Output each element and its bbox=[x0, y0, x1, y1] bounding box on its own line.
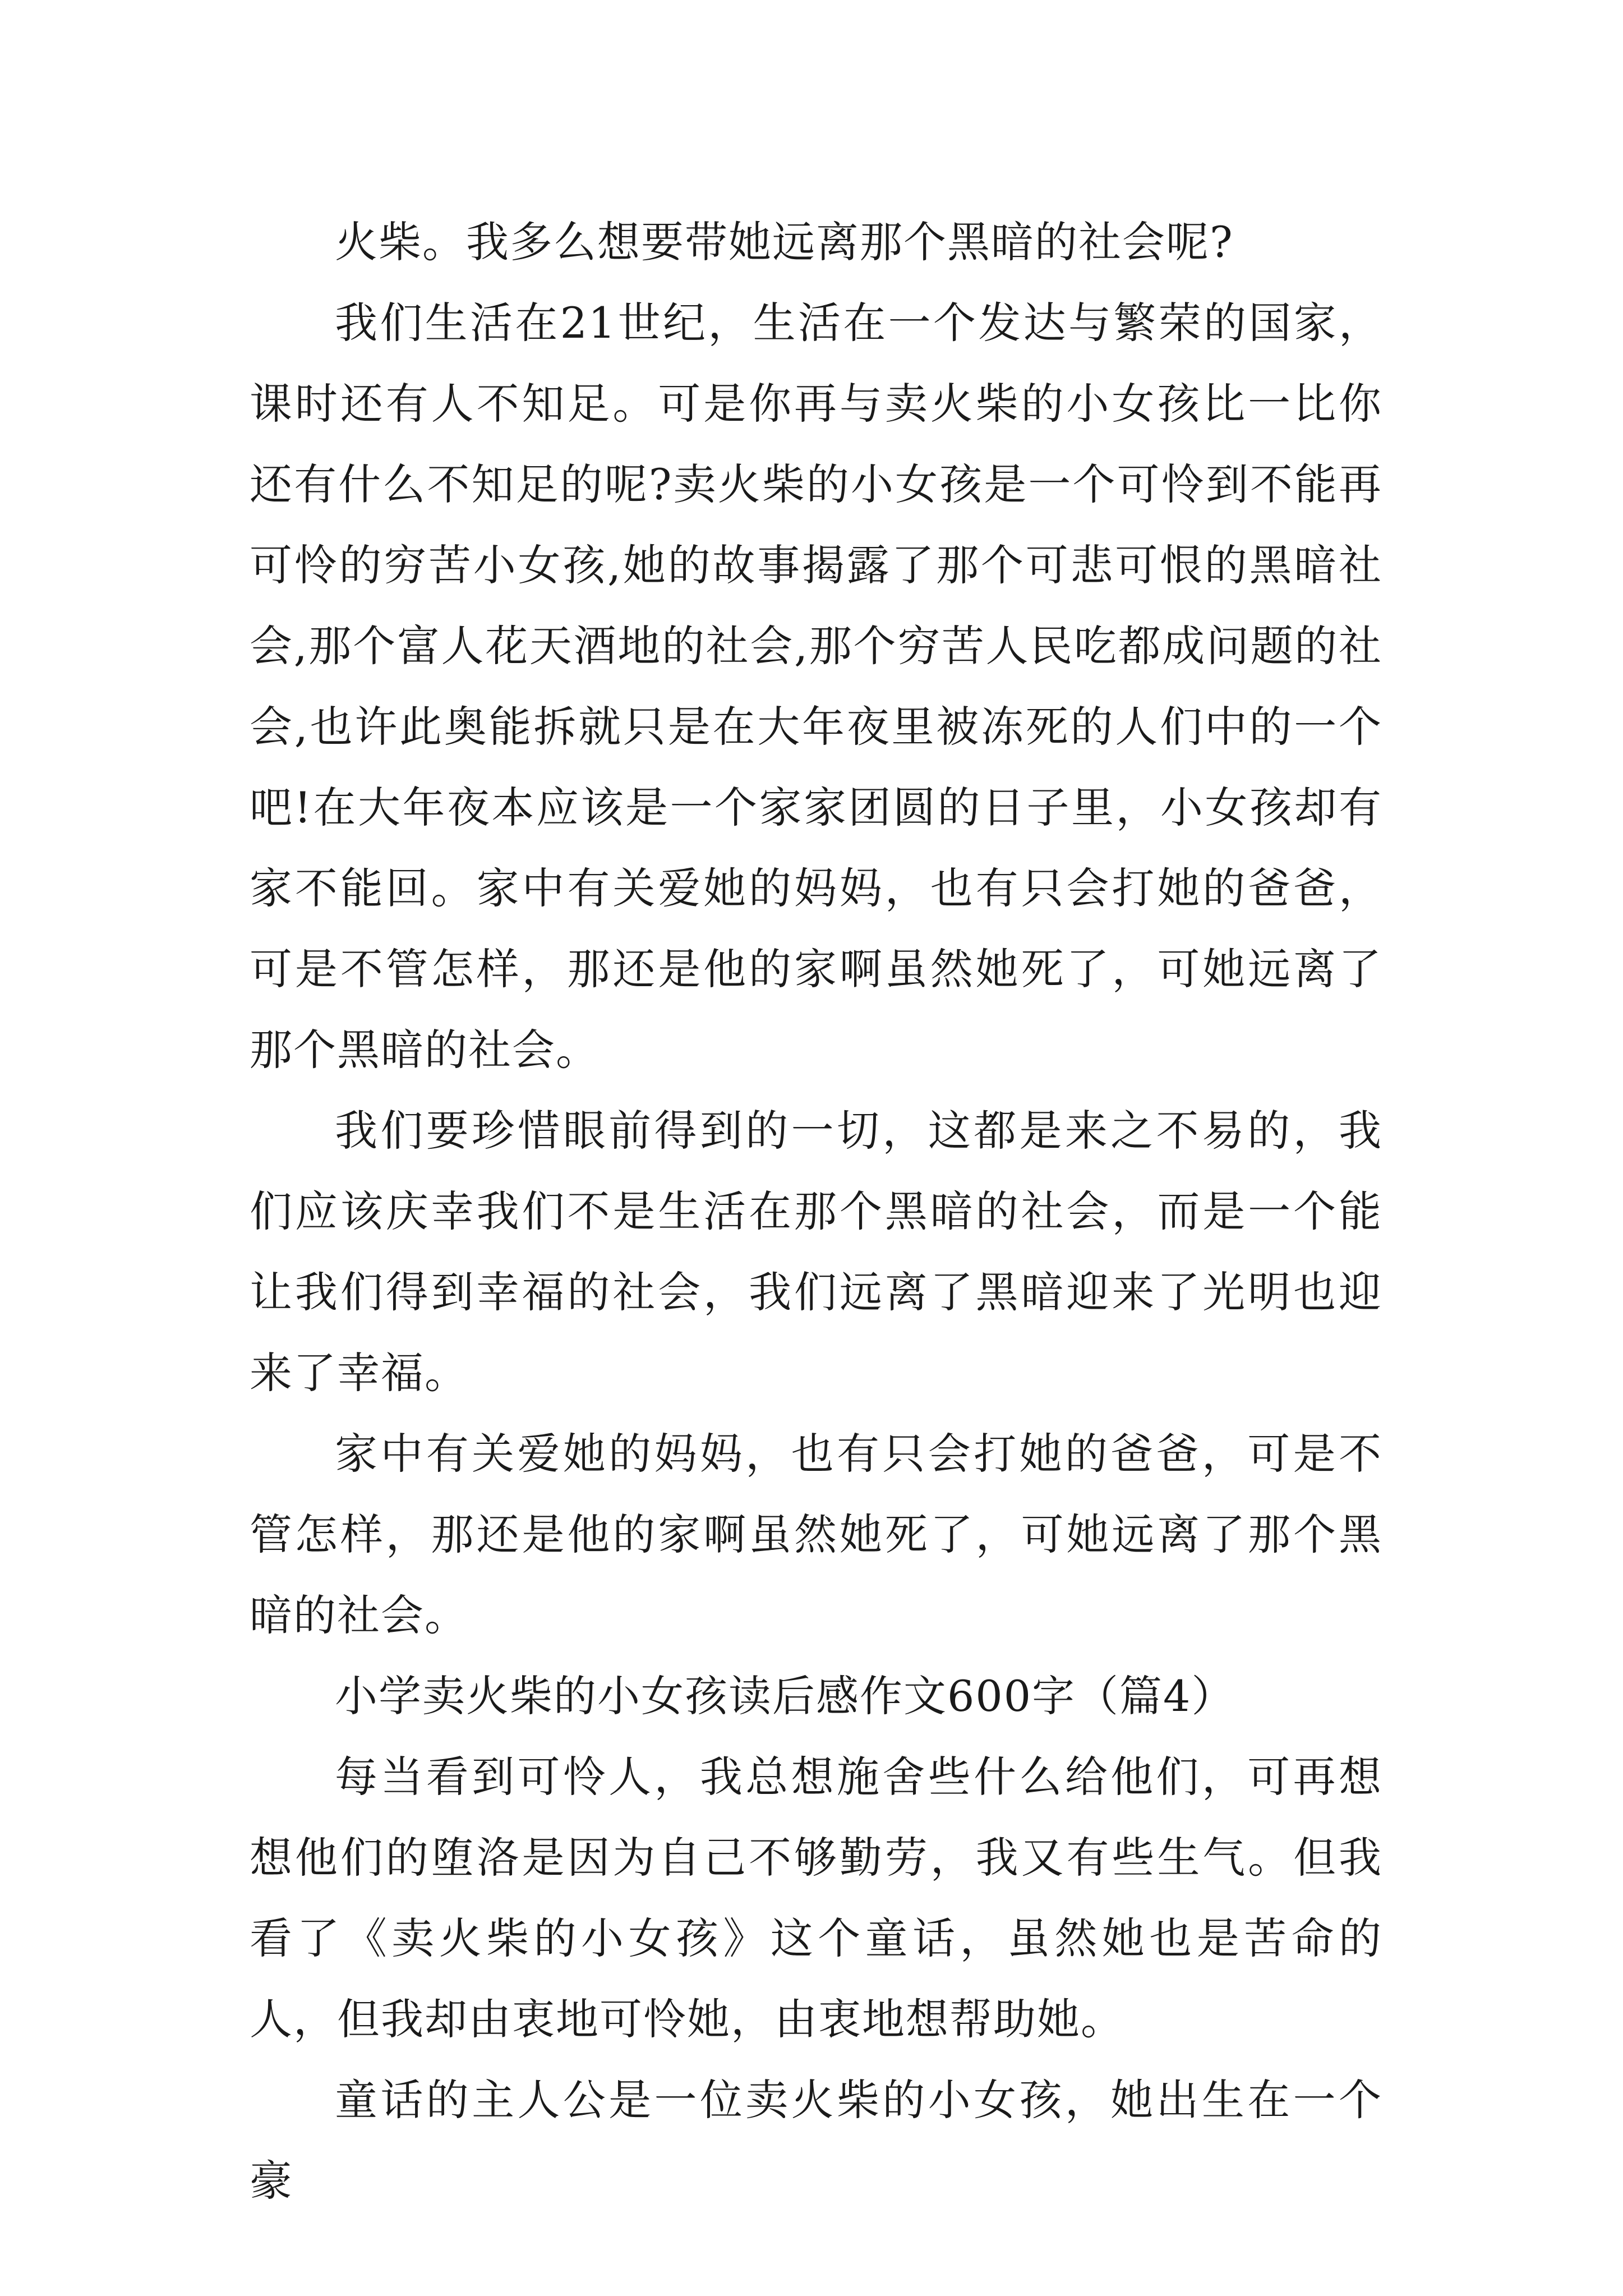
paragraph-4: 家中有关爱她的妈妈，也有只会打她的爸爸，可是不管怎样，那还是他的家啊虽然她死了，可她远离了那个黑暗的社会。 bbox=[250, 1429, 1382, 1640]
paragraph-5: 每当看到可怜人，我总想施舍些什么给他们，可再想想他们的堕洛是因为自己不够勤劳，我又有些生气。但我看了《卖火柴的小女孩》这个童话，虽然她也是苦命的人，但我却由衷地可怜她，由衷地想帮助她。 bbox=[250, 1752, 1382, 2044]
document-body bbox=[250, 202, 1382, 2221]
paragraph-6: 童话的主人公是一位卖火柴的小女孩，她出生在一个豪 bbox=[250, 2075, 1382, 2206]
paragraph-2: 我们生活在21世纪，生活在一个发达与繁荣的国家，课时还有人不知足。可是你再与卖火柴的小女孩比一比你还有什么不知足的呢?卖火柴的小女孩是一个可怜到不能再可怜的穷苦小女孩,她的故事揭露了那个可悲可恨的黑暗社会,那个富人花天酒地的社会,那个穷苦人民吃都成问题的社会,也许此奥能拆就只是在大年夜里被冻死的人们中的一个吧!在大年夜本应该是一个家家团圆的日子里，小女孩却有家不能回。家中有关爱她的妈妈，也有只会打她的爸爸，可是不管怎样，那还是他的家啊虽然她死了，可她远离了那个黑暗的社会。 bbox=[250, 298, 1382, 1075]
paragraph-1: 火柴。我多么想要带她远离那个黑暗的社会呢? bbox=[335, 217, 1234, 267]
paragraph-3: 我们要珍惜眼前得到的一切，这都是来之不易的，我们应该庆幸我们不是生活在那个黑暗的社会，而是一个能让我们得到幸福的社会，我们远离了黑暗迎来了光明也迎来了幸福。 bbox=[250, 1106, 1382, 1398]
section-heading: 小学卖火柴的小女孩读后感作文600字（篇4） bbox=[335, 1671, 1235, 1721]
